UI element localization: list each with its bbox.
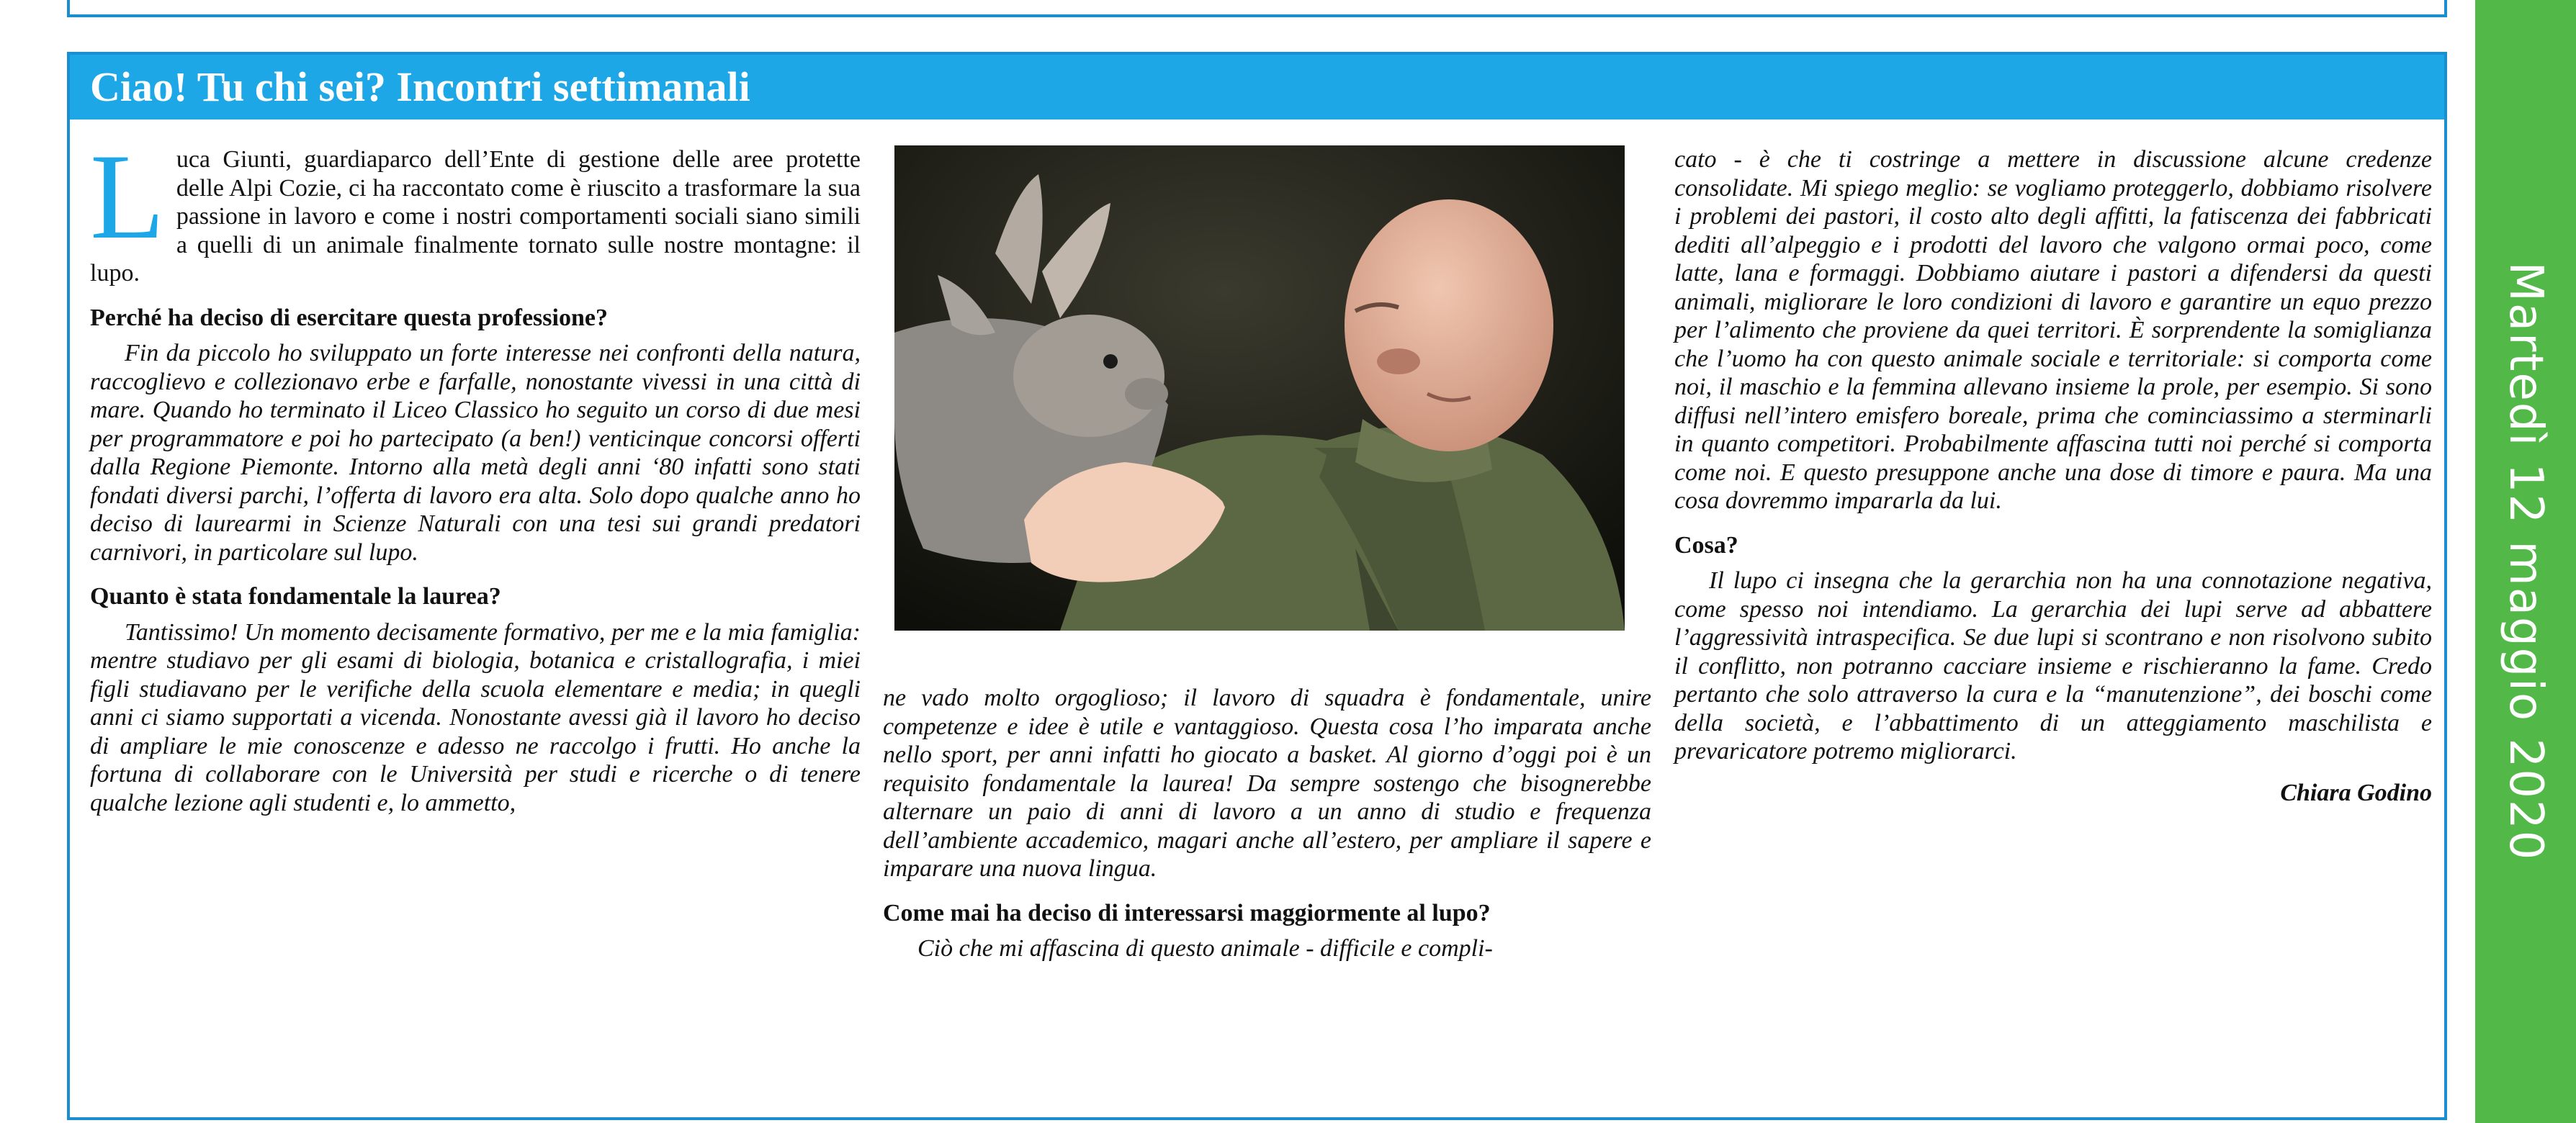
- question-1: Perché ha deciso di esercitare questa professione?: [90, 304, 608, 331]
- drop-cap: L: [90, 129, 165, 264]
- answer-4: Il lupo ci insegna che la gerarchia non ha una connotazione negativa, come spesso noi intendiamo. La gerarchia dei lupi serve ad abbattere l’aggressività intraspecifica. Se due lupi si scontrano e non risolvono subito il conflitto, non potranno cacciare insieme e rischieranno la fame. Credo pertanto che solo attraverso la cura e la “manutenzione”, dei boschi come della società, e l’abbattimento di un atteggiamento maschilista e prevaricatore potremo migliorarci.: [1674, 567, 2432, 765]
- intro-text: uca Giunti, guardiaparco dell’Ente di gestione delle aree protette delle Alpi Cozie, ci ha raccontato come è riuscito a trasformare la sua passione in lavoro e come i nostri comportamenti sociali siano simili a quelli di un animale finalmente tornato sulle nostre montagne: il lupo.: [90, 146, 861, 287]
- photo-illustration: [894, 145, 1625, 631]
- article-box: [67, 52, 2447, 1120]
- intro-paragraph: [90, 129, 861, 288]
- question-2: Quanto è stata fondamentale la laurea?: [90, 583, 501, 610]
- article-headline: Ciao! Tu chi sei? Incontri settimanali: [90, 63, 750, 110]
- header-bar: [70, 55, 2444, 119]
- answer-2-part-1: Tantissimo! Un momento decisamente formativo, per me e la mia famiglia: mentre studiavo per gli esami di biologia, botanica e cristallografia, i miei figli studiavano per le verifiche della scuola elementare e media; in quegli anni ci siamo supportati a vicenda. Nonostante avessi già il lavoro ho deciso di ampliare le mie conoscenze e adesso ne raccolgo i frutti. Ho anche la fortuna di collaborare con le Università per studi e ricerche o di tenere qualche lezione agli studenti e, lo ammetto,: [90, 618, 861, 816]
- column-3: [1674, 145, 2432, 807]
- previous-article-frame: [67, 0, 2447, 17]
- column-2: [883, 684, 1651, 963]
- answer-3-part-2: cato - è che ti costringe a mettere in discussione alcune credenze consolidate. Mi spiego meglio: se vogliamo proteggerlo, dobbiamo risolvere i problemi dei pastori, il costo alto degli affitti, la fatiscenza dei fabbricati dediti all’alpeggio e i prodotti del lavoro che valgono ormai poco, come latte, lana e formaggi. Dobbiamo aiutare i pastori a difendersi da questi animali, migliorare le loro condizioni di lavoro e garantire un equo prezzo per l’alimento che proviene da quei territori. È sorprendente la somiglianza che l’uomo ha con questo animale sociale e territoriale: si comporta come noi, il maschio e la femmina allevano insieme la prole, per esempio. Si sono diffusi nell’intero emisfero boreale, prima che cominciassimo a sterminarli in quanto competitori. Probabilmente affascina tutti noi perché si comporta come noi. E questo presuppone anche una dose di timore e paura. Ma una cosa dovremmo impararla da lui.: [1674, 146, 2432, 514]
- ranger-with-kid-photo: [894, 145, 1625, 631]
- question-4: Cosa?: [1674, 531, 1738, 559]
- column-1: [90, 129, 861, 817]
- issue-date: Martedì 12 maggio 2020: [2499, 261, 2552, 862]
- answer-2-part-2: ne vado molto orgoglioso; il lavoro di squadra è fondamentale, unire competenze e idee è utile e vantaggioso. Questa cosa l’ho imparata anche nello sport, per anni infatti ho giocato a basket. Al giorno d’oggi poi è un requisito fondamentale la laurea! Da sempre sostengo che bisognerebbe alternare un paio di anni di lavoro a un anno di studio e frequenza dell’ambiente accademico, magari anche all’estero, per ampliare il sapere e imparare una nuova lingua.: [883, 685, 1651, 882]
- author-signature: Chiara Godino: [2280, 779, 2432, 806]
- answer-3-part-1: Ciò che mi affascina di questo animale - difficile e compli-: [917, 935, 1493, 962]
- answer-1: Fin da piccolo ho sviluppato un forte interesse nei confronti della natura, raccoglievo e collezionavo erbe e farfalle, nonostante vivessi in una città di mare. Quando ho terminato il Liceo Classico ho seguito un corso di due mesi per programmatore e poi ho partecipato (a ben!) venticinque concorsi offerti dalla Regione Piemonte. Intorno alla metà degli anni ‘80 infatti sono stati fondati diversi parchi, l’offerta di lavoro era alta. Solo dopo qualche anno ho deciso di laurearmi in Scienze Naturali con una tesi sui grandi predatori carnivori, in particolare sul lupo.: [90, 340, 861, 566]
- question-3: Come mai ha deciso di interessarsi maggiormente al lupo?: [883, 899, 1491, 926]
